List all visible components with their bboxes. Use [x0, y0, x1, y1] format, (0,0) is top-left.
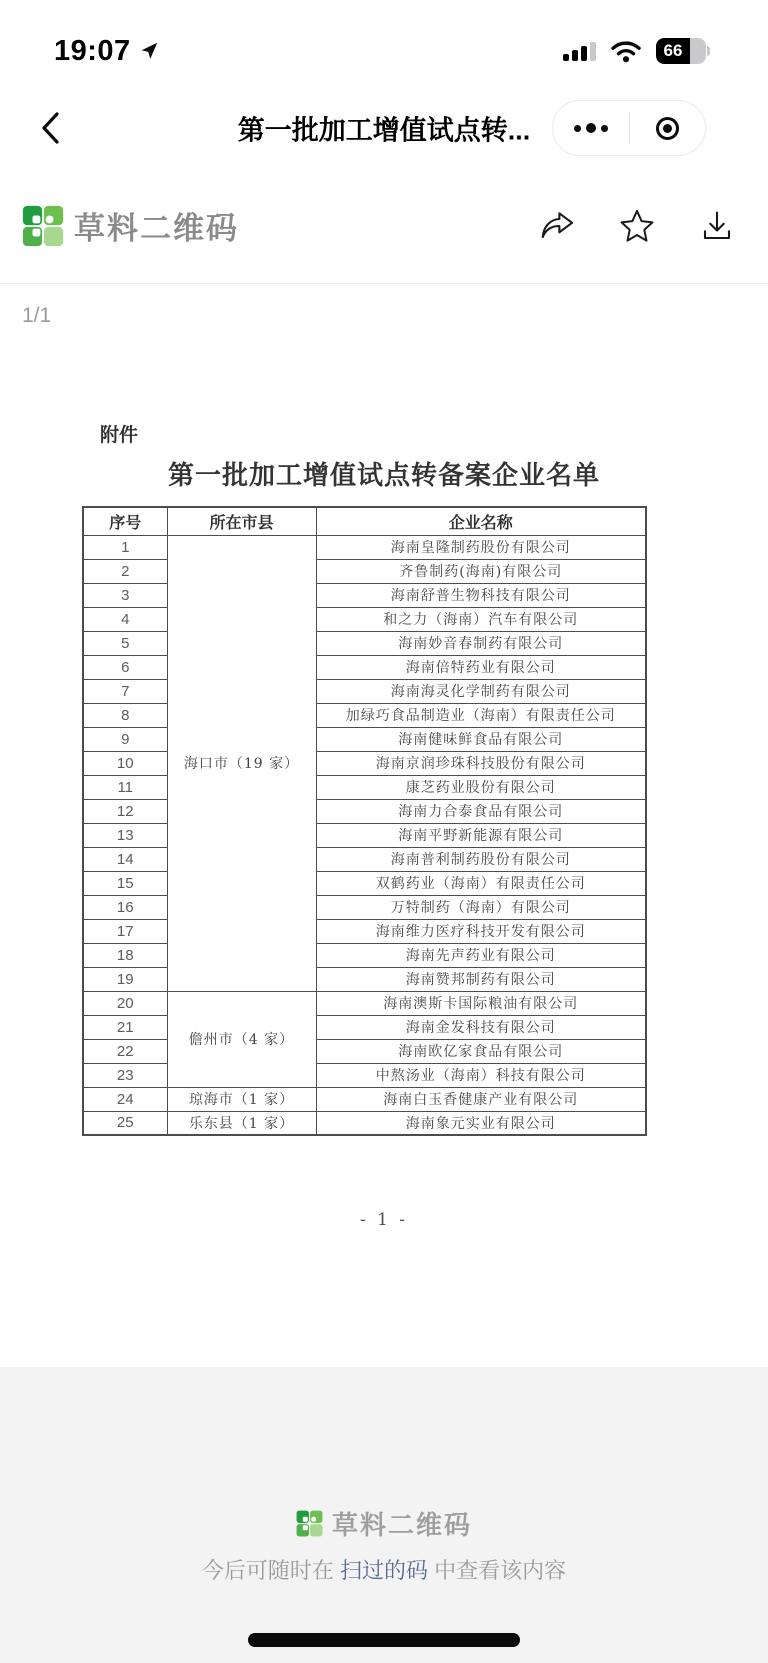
wifi-icon [609, 38, 643, 64]
document-viewer [0, 420, 768, 1230]
table-row: 25 乐东县（1 家） 海南象元实业有限公司 [83, 1111, 646, 1135]
document-title: 第一批加工增值试点转备案企业名单 [167, 461, 600, 491]
table-row: 12 海南力合泰食品有限公司 [83, 799, 646, 823]
table-row: 4 和之力（海南）汽车有限公司 [83, 607, 646, 631]
footer [0, 1367, 768, 1663]
table-row: 23 中熬汤业（海南）科技有限公司 [83, 1063, 646, 1087]
table-row: 19 海南赞邦制药有限公司 [83, 967, 646, 991]
footer-brand-name: 草料二维码 [331, 1510, 472, 1540]
footer-note [0, 1554, 768, 1585]
table-row: 20 儋州市（4 家） 海南澳斯卡国际粮油有限公司 [83, 991, 646, 1015]
header-company: 企业名称 [316, 507, 646, 535]
download-button[interactable] [698, 207, 736, 245]
location-arrow-icon [138, 40, 160, 62]
header-region: 所在市县 [167, 507, 316, 535]
battery-percent: 66 [663, 41, 683, 60]
table-row: 13 海南平野新能源有限公司 [83, 823, 646, 847]
table-row: 24 琼海市（1 家） 海南白玉香健康产业有限公司 [83, 1087, 646, 1111]
cellular-signal-icon [563, 41, 596, 61]
enterprise-table [82, 506, 647, 1136]
table-header-row [83, 507, 646, 535]
toolbar [0, 168, 768, 284]
home-indicator[interactable] [248, 1633, 520, 1647]
table-row: 6 海南倍特药业有限公司 [83, 655, 646, 679]
table-row: 11 康芝药业股份有限公司 [83, 775, 646, 799]
table-row: 14 海南普利制药股份有限公司 [83, 847, 646, 871]
status-bar [0, 0, 768, 88]
attachment-label: 附件 [100, 425, 139, 446]
back-button[interactable] [30, 108, 70, 148]
page-indicator: 1/1 [22, 304, 52, 327]
header-no: 序号 [83, 507, 167, 535]
table-row: 17 海南维力医疗科技开发有限公司 [83, 919, 646, 943]
table-row: 7 海南海灵化学制药有限公司 [83, 679, 646, 703]
footer-brand [0, 1505, 768, 1542]
table-row: 21 海南金发科技有限公司 [83, 1015, 646, 1039]
share-button[interactable] [538, 207, 576, 245]
table-row: 15 双鹤药业（海南）有限责任公司 [83, 871, 646, 895]
document-page-number: - 1 - [359, 1210, 409, 1230]
table-row: 8 加绿巧食品制造业（海南）有限责任公司 [83, 703, 646, 727]
more-button[interactable] [553, 101, 629, 155]
table-row: 16 万特制药（海南）有限公司 [83, 895, 646, 919]
scanned-codes-link[interactable]: 扫过的码 [339, 1558, 428, 1583]
footer-note-prefix: 今后可随时在 [201, 1558, 340, 1583]
table-row: 2 齐鲁制药(海南)有限公司 [83, 559, 646, 583]
table-row: 22 海南欧亿家食品有限公司 [83, 1039, 646, 1063]
table-row: 9 海南健味鲜食品有限公司 [83, 727, 646, 751]
brand-logo [22, 203, 239, 248]
page-title: 第一批加工增值试点转... [237, 115, 531, 146]
minimize-button[interactable] [630, 101, 706, 155]
favorite-star-button[interactable] [618, 207, 656, 245]
miniprogram-capsule [552, 100, 706, 156]
region-danzhou: 儋州市（4 家） [167, 991, 316, 1087]
footer-note-suffix: 中查看该内容 [428, 1558, 567, 1583]
brand-name: 草料二维码 [74, 211, 239, 246]
more-dots-icon [574, 123, 608, 133]
table-row: 3 海南舒普生物科技有限公司 [83, 583, 646, 607]
region-qionghai: 琼海市（1 家） [167, 1087, 316, 1111]
table-row: 1 海口市（19 家） 海南皇隆制药股份有限公司 [83, 535, 646, 559]
minimize-circle-icon [656, 117, 679, 140]
status-time: 19:07 [54, 34, 131, 67]
caoliao-logo-icon [22, 205, 64, 247]
region-ledong: 乐东县（1 家） [167, 1111, 316, 1135]
battery-icon [656, 38, 710, 64]
table-row: 18 海南先声药业有限公司 [83, 943, 646, 967]
region-haikou: 海口市（19 家） [167, 535, 316, 991]
nav-bar [0, 88, 768, 168]
caoliao-logo-icon-small [296, 1510, 323, 1537]
table-row: 10 海南京润珍珠科技股份有限公司 [83, 751, 646, 775]
table-row: 5 海南妙音春制药有限公司 [83, 631, 646, 655]
